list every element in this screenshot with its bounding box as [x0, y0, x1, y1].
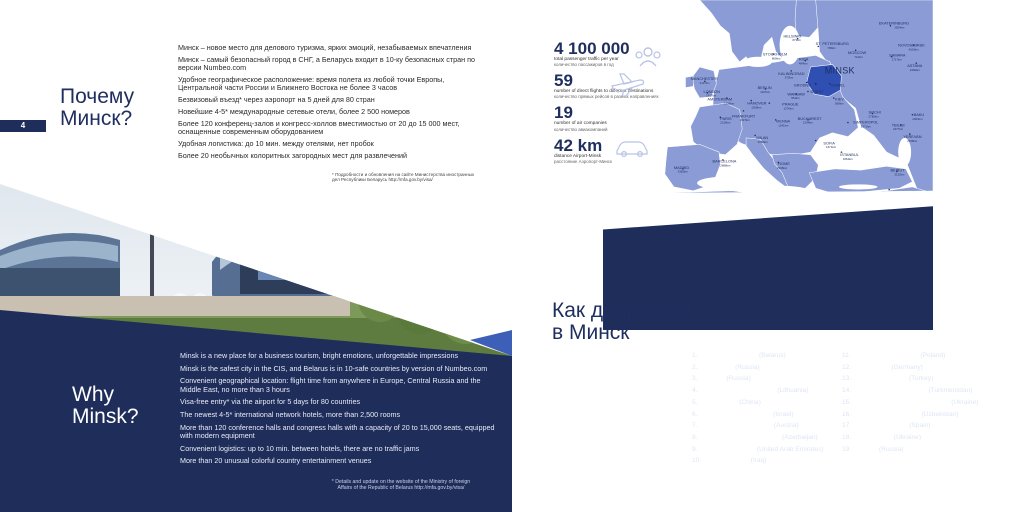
stat-flights — [554, 72, 674, 99]
svg-text:ISTANBUL: ISTANBUL — [840, 152, 859, 157]
list-item: 14. Turkmenistan Airlines (Turkmenistan) — [842, 387, 973, 395]
stat-label: number of air companies — [554, 121, 607, 127]
list-item: 4. Air Baltic corporation (Lithuania) — [692, 387, 809, 395]
airplane-icon — [610, 72, 646, 98]
title-line: Минск? — [60, 107, 133, 130]
list-item: 17. Vueling Airlines (Spain) — [842, 422, 931, 430]
svg-text:1107km: 1107km — [760, 89, 771, 94]
city-kiev — [833, 97, 844, 105]
svg-text:VIENNA: VIENNA — [775, 119, 791, 124]
stat-label-ru: количество авиакомпаний — [554, 126, 608, 132]
svg-text:ST. PETERSBURG: ST. PETERSBURG — [815, 42, 849, 47]
svg-text:HANOVER: HANOVER — [747, 101, 767, 106]
list-item: Новейшие 4-5* международные сетевые отели, более 2 500 номеров — [178, 107, 410, 116]
city-gomel — [829, 83, 846, 87]
title-line: Почему — [60, 85, 135, 108]
stat-label-ru: расстояние Аэропорт-Минск — [554, 158, 613, 164]
stat-value: 4 100 000 — [554, 39, 630, 58]
list-item: Minsk is a new place for a business tourism, bright emotions, unforgettable impressions — [180, 351, 459, 360]
stat-label-ru: количество прямых рейсов в разных направлениях — [554, 94, 659, 100]
svg-text:1241km: 1241km — [778, 123, 789, 128]
en-reasons-list — [180, 352, 500, 470]
list-item: 19. Yamal (Russia) — [842, 445, 904, 453]
title-line: Why — [72, 383, 114, 406]
svg-text:FRANKFURT: FRANKFURT — [731, 114, 756, 119]
svg-text:BAKU: BAKU — [913, 113, 925, 118]
svg-text:MILAN: MILAN — [756, 136, 769, 141]
list-item: Безвизовый въезд* через аэропорт на 5 дней для 80 стран — [178, 95, 375, 105]
svg-text:AMSTERDAM: AMSTERDAM — [707, 97, 733, 102]
svg-text:EKATERINBURG: EKATERINBURG — [878, 21, 910, 26]
how-to-get-ru-title — [552, 300, 692, 344]
svg-text:2758km: 2758km — [907, 138, 918, 143]
svg-text:1358km: 1358km — [751, 105, 762, 110]
svg-text:2504km: 2504km — [894, 25, 905, 30]
list-item: 3. UTair (Russia) — [692, 375, 751, 383]
svg-text:2780km: 2780km — [868, 114, 879, 119]
svg-text:LONDON: LONDON — [703, 89, 721, 94]
svg-text:HELSINKI: HELSINKI — [783, 34, 802, 39]
list-item: 1. Airlines Belavia (Belarus) — [692, 352, 786, 359]
list-item: 7. Austrian Airlines AG (Austria) — [692, 422, 799, 430]
svg-text:1276km: 1276km — [783, 106, 794, 111]
title-line: Как добраться — [552, 299, 693, 322]
svg-text:3482km: 3482km — [909, 67, 920, 72]
list-item: 5. Air China (China) — [692, 398, 761, 406]
list-item: Минск – самый безопасный город в СНГ, а Беларусь входит в 10-ку безопасных стран по версии Numbeo.com — [178, 54, 475, 73]
title-line: в Минск — [552, 321, 630, 344]
list-item: 11. LOT Polish Airlines (Poland) — [842, 352, 946, 359]
list-item: 13. Turkish Airlines (Turkey) — [842, 375, 934, 383]
svg-text:WARSAW: WARSAW — [787, 92, 805, 97]
svg-text:2126km: 2126km — [720, 120, 731, 125]
list-item: Удобная логистика: до 10 мин. между отелями, нет пробок — [178, 139, 374, 148]
svg-text:2904km: 2904km — [912, 116, 923, 121]
svg-text:3382km: 3382km — [677, 169, 688, 174]
svg-text:BERLIN: BERLIN — [757, 85, 772, 90]
svg-text:1726km: 1726km — [724, 101, 735, 106]
airlines-column-1 — [692, 352, 852, 469]
page-number: 4 — [0, 120, 46, 132]
airport-stats — [554, 40, 674, 169]
svg-text:2308km: 2308km — [777, 165, 788, 170]
svg-text:712km: 712km — [854, 55, 863, 60]
svg-text:2117km: 2117km — [699, 80, 710, 85]
svg-text:KALININGRAD: KALININGRAD — [778, 71, 805, 76]
svg-text:873km: 873km — [792, 38, 801, 43]
svg-text:PRAGUE: PRAGUE — [782, 102, 799, 107]
people-icon — [634, 46, 662, 68]
list-item: Более 120 конференц-залов и конгресс-холлов вместимостью от 20 до 15 000 мест, оснащенные современным оборудованием — [178, 118, 460, 137]
list-item: Visa-free entry* via the airport for 5 days for 80 countries — [180, 397, 361, 407]
svg-text:SOCHI: SOCHI — [868, 110, 881, 115]
ru-footnote: * Подробности и обновления на сайте Министерства иностранных дел Республики Беларусь http://mfa.gov.by/visa/ — [332, 172, 475, 183]
svg-text:MANCHESTER: MANCHESTER — [690, 76, 718, 81]
why-minsk-ru-title — [60, 86, 134, 130]
list-item: 12. Lufthansa (Germany) — [842, 363, 923, 371]
svg-text:568km: 568km — [835, 101, 844, 106]
list-item: Минск – новое место для делового туризма, ярких эмоций, незабываемых впечатления — [178, 43, 472, 52]
city-paris — [720, 117, 732, 125]
svg-text:2477km: 2477km — [893, 127, 904, 132]
list-item: 18. Motor Sich (Ukraine) — [842, 433, 922, 441]
city-tbilisi — [892, 123, 905, 131]
stat-label: number of direct flights to different destinations — [554, 89, 654, 95]
list-item: Удобное географическое расположение: время полета из любой точки Европы, Центральной части России и Ближнего Востока не более 3 часов — [178, 75, 445, 93]
svg-text:GRODNO: GRODNO — [793, 83, 812, 88]
title-line: Minsk? — [72, 405, 139, 428]
svg-text:PARIS: PARIS — [720, 116, 732, 121]
svg-text:869km: 869km — [771, 56, 781, 61]
en-footnote: * Details and update on the website of the Ministry of foreign Affairs of the Republic of Belarus http://mfa.gov.by/visa/ — [331, 479, 471, 491]
list-item: 8. Azerbaijan Hava Yollari (Azerbaijan) — [692, 433, 818, 441]
svg-text:572km: 572km — [784, 75, 794, 80]
svg-text:1864km: 1864km — [842, 156, 853, 161]
list-item: Convenient logistics: up to 10 min. between hotels, there are no traffic jams — [180, 443, 420, 453]
stat-label: total passenger traffic per year — [554, 57, 619, 62]
stat-label: distance Airport-Minsk — [554, 153, 602, 159]
city-riga — [799, 58, 809, 66]
car-icon — [614, 139, 650, 157]
stat-distance — [554, 137, 674, 164]
list-item: 15. Ukraine International Airlines (Ukraine) — [842, 398, 979, 406]
city-sofia — [815, 140, 837, 150]
svg-text:GOMEL: GOMEL — [831, 83, 846, 88]
ru-reasons-list — [178, 44, 488, 164]
list-item: 9. Etihad Airways (United Arab Emirates) — [692, 445, 824, 453]
minsk-marker — [815, 83, 817, 85]
svg-text:2888km: 2888km — [720, 163, 731, 168]
svg-text:796km: 796km — [827, 45, 836, 50]
svg-text:TBILISI: TBILISI — [891, 123, 905, 128]
svg-text:ASTANA: ASTANA — [907, 64, 923, 69]
title-line: to Minsk — [552, 405, 631, 428]
list-item: Minsk is the safest city in the CIS, and Belarus is in 10-safe countries by version of Numbeo.com — [180, 363, 488, 373]
svg-text:NOVOSIBIRSK: NOVOSIBIRSK — [898, 43, 925, 48]
stat-value: 59 — [554, 71, 573, 91]
svg-text:SOFIA: SOFIA — [823, 141, 836, 146]
stat-airlines — [554, 104, 674, 131]
list-item: Convenient geographical location: flight time from anywhere in Europe, Central Russia and the Middle East, no more than 3 hours — [180, 376, 481, 394]
how-to-get-en-title — [552, 384, 652, 428]
svg-text:1334km: 1334km — [802, 120, 813, 125]
list-item: 16. Uzbekistan Airways (Uzbekistan) — [842, 410, 959, 418]
stat-passengers — [554, 40, 674, 67]
svg-text:KIEV: KIEV — [835, 97, 844, 102]
right-page — [512, 0, 1024, 512]
airlines-column-2 — [842, 352, 1002, 457]
city-berlin — [758, 86, 772, 94]
svg-text:BEIRUT: BEIRUT — [890, 168, 905, 173]
title-line: How to get — [552, 383, 653, 406]
svg-text:1371km: 1371km — [860, 124, 871, 129]
stat-label-ru: количество пассажиров в год — [554, 62, 614, 68]
list-item: 2. Aeroflot (Russia) — [692, 363, 760, 371]
svg-text:MOSCOW: MOSCOW — [847, 51, 867, 56]
list-item: The newest 4-5* international network hotels, more than 2,500 rooms — [180, 409, 401, 419]
svg-text:4106km: 4106km — [908, 47, 919, 52]
svg-text:BARCELONA: BARCELONA — [712, 159, 737, 164]
svg-text:STOCKHOLM: STOCKHOLM — [762, 52, 788, 57]
list-item: More than 20 unusual colorful country entertainment venues — [180, 456, 372, 466]
svg-text:1671km: 1671km — [826, 145, 837, 150]
svg-text:1917km: 1917km — [706, 93, 717, 98]
svg-text:BUCHAREST: BUCHAREST — [797, 116, 822, 121]
stat-value: 19 — [554, 103, 573, 123]
list-item: 6. Arkia Israeli Airlines (Israel) — [692, 410, 794, 418]
svg-text:MADRID: MADRID — [673, 165, 690, 170]
svg-text:484km: 484km — [798, 61, 808, 66]
list-item: More than 120 conference halls and congress halls with a capacity of 20 to 15,000 seats, equipped with modern equipment — [180, 422, 495, 441]
list-item: 10. Iraqi Airways (Iraq) — [692, 457, 767, 465]
svg-text:3132km: 3132km — [894, 172, 905, 177]
why-minsk-en-title — [72, 384, 139, 428]
svg-text:2058km: 2058km — [757, 140, 768, 145]
svg-text:1607km: 1607km — [739, 118, 750, 123]
svg-text:YEREVAN: YEREVAN — [903, 134, 922, 139]
stat-value: 42 km — [554, 135, 603, 155]
svg-text:SAMARA: SAMARA — [889, 53, 906, 58]
minsk-label: MINSK — [824, 65, 855, 76]
svg-text:ROME: ROME — [778, 162, 790, 166]
list-item: Более 20 необычных колоритных загородных мест для развлечений — [178, 150, 407, 160]
svg-text:RIGA: RIGA — [798, 57, 809, 62]
svg-text:BREST: BREST — [810, 89, 824, 94]
svg-text:554km: 554km — [791, 96, 800, 101]
svg-text:SIMFEROPOL: SIMFEROPOL — [853, 120, 879, 125]
svg-text:1717km: 1717km — [891, 57, 902, 62]
